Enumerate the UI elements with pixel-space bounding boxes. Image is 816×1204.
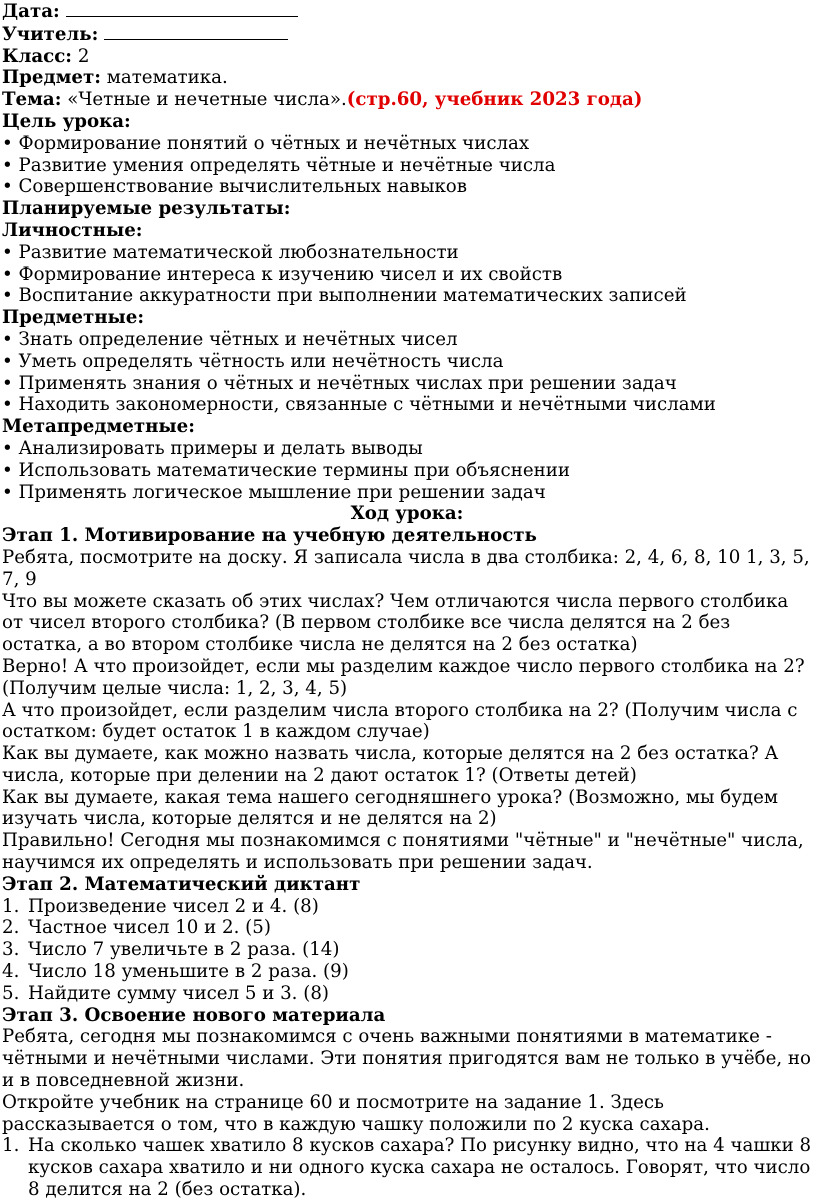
personal-list — [2, 242, 812, 307]
subject-label: Предмет: — [2, 67, 101, 89]
meta-list — [2, 438, 812, 503]
item-text: На сколько чашек хватило 8 кусков сахара? По рисунку видно, что на 4 чашки 8 кусков сахара хватило и ни одного куска сахара не осталось. Говорят, что число 8 делится на 2 (без остатка). — [28, 1135, 812, 1201]
stage3-title: Этап 3. Освоение нового материала — [2, 1004, 386, 1026]
item-text: Число 18 уменьшите в 2 раза. (9) — [28, 961, 349, 983]
list-item — [2, 983, 812, 1005]
stage1-paragraph: Ребята, посмотрите на доску. Я записала числа в два столбика: 2, 4, 6, 8, 10 1, 3, 5, 7, 9 — [2, 546, 810, 590]
list-item: • Уметь определять чётность или нечётность числа — [2, 350, 504, 372]
stage3-paragraph: Откройте учебник на странице 60 и посмотрите на задание 1. Здесь рассказывается о том, что в каждую чашку положили по 2 куска сахара. — [2, 1091, 710, 1135]
list-item: • Применять знания о чётных и нечётных числах при решении задач — [2, 372, 677, 394]
teacher-label: Учитель: — [2, 23, 99, 45]
item-text: Найдите сумму чисел 5 и 3. (8) — [28, 982, 329, 1004]
list-item: • Формирование понятий о чётных и нечётных числах — [2, 132, 530, 154]
list-item: • Совершенствование вычислительных навыков — [2, 176, 467, 198]
item-text: Число 7 увеличьте в 2 раза. (14) — [28, 939, 340, 961]
list-item: • Находить закономерности, связанные с чётными и нечётными числами — [2, 394, 716, 416]
topic-note: (стр.60, учебник 2023 года) — [346, 89, 643, 111]
stage1-title: Этап 1. Мотивирование на учебную деятельность — [2, 525, 537, 547]
date-blank[interactable] — [66, 0, 298, 17]
subject-results-heading: Предметные: — [2, 307, 145, 329]
subject-line — [2, 67, 812, 89]
list-item: • Воспитание аккуратности при выполнении математических записей — [2, 285, 687, 307]
stage2-title: Этап 2. Математический диктант — [2, 873, 361, 895]
results-heading: Планируемые результаты: — [2, 198, 291, 220]
item-text: Частное чисел 10 и 2. (5) — [28, 917, 271, 939]
item-number: 4. — [2, 961, 20, 983]
list-item — [2, 917, 812, 939]
personal-heading: Личностные: — [2, 219, 143, 241]
item-text: Произведение чисел 2 и 4. (8) — [28, 895, 319, 917]
list-item: • Развитие математической любознательности — [2, 241, 459, 263]
item-number: 1. — [2, 1135, 20, 1157]
class-value: 2 — [77, 45, 90, 67]
list-item: • Использовать математические термины при объяснении — [2, 459, 570, 481]
list-item — [2, 1135, 812, 1200]
topic-line — [2, 89, 812, 111]
stage1-paragraph: А что произойдет, если разделим числа второго столбика на 2? (Получим числа с остатком: будет остаток 1 в каждом случае) — [2, 699, 798, 743]
item-number: 2. — [2, 917, 20, 939]
item-number: 1. — [2, 895, 20, 917]
stage1-paragraph: Верно! А что произойдет, если мы разделим каждое число первого столбика на 2? (Получим целые числа: 1, 2, 3, 4, 5) — [2, 655, 805, 699]
teacher-line — [2, 23, 812, 46]
stage1-paragraph: Правильно! Сегодня мы познакомимся с понятиями "чётные" и "нечётные" числа, научимся их определять и использовать при решении задач. — [2, 830, 804, 874]
date-line — [2, 0, 812, 23]
item-number: 3. — [2, 939, 20, 961]
list-item: • Анализировать примеры и делать выводы — [2, 437, 423, 459]
stage1-paragraph: Как вы думаете, какая тема нашего сегодняшнего урока? (Возможно, мы будем изучать числа, которые делятся и не делятся на 2) — [2, 786, 779, 830]
lesson-heading: Ход урока: — [350, 503, 464, 525]
item-number: 5. — [2, 982, 20, 1004]
goals-list — [2, 133, 812, 198]
class-line — [2, 46, 812, 68]
stage3-paragraph: Ребята, сегодня мы познакомимся с очень важными понятиями в математике - чётными и нечётными числами. Эти понятия пригодятся вам не только в учёбе, но и в повседневной жизни. — [2, 1026, 811, 1092]
class-label: Класс: — [2, 45, 73, 67]
stage1-paragraph: Как вы думаете, как можно назвать числа, которые делятся на 2 без остатка? А числа, которые при делении на 2 дают остаток 1? (Ответы детей) — [2, 743, 779, 786]
list-item — [2, 961, 812, 983]
date-label: Дата: — [2, 1, 60, 22]
list-item: • Знать определение чётных и нечётных чисел — [2, 328, 458, 350]
list-item — [2, 896, 812, 918]
dictation-list — [2, 896, 812, 1005]
teacher-blank[interactable] — [104, 23, 288, 40]
subject-value: математика. — [106, 67, 228, 89]
list-item: • Развитие умения определять чётные и нечётные числа — [2, 154, 556, 176]
meta-heading: Метапредметные: — [2, 416, 195, 438]
stage3-list — [2, 1135, 812, 1200]
list-item — [2, 939, 812, 961]
goals-heading: Цель урока: — [2, 110, 131, 132]
list-item: • Применять логическое мышление при решении задач — [2, 481, 546, 503]
subject-results-list — [2, 329, 812, 416]
topic-value: «Четные и нечетные числа». — [67, 89, 347, 111]
topic-label: Тема: — [2, 89, 62, 111]
stage1-paragraph: Что вы можете сказать об этих числах? Чем отличаются числа первого столбика от чисел второго столбика? (В первом столбике все числа делятся на 2 без остатка, а во втором столбике числа не делятся на 2 без остатка) — [2, 590, 789, 656]
list-item: • Формирование интереса к изучению чисел и их свойств — [2, 263, 563, 285]
